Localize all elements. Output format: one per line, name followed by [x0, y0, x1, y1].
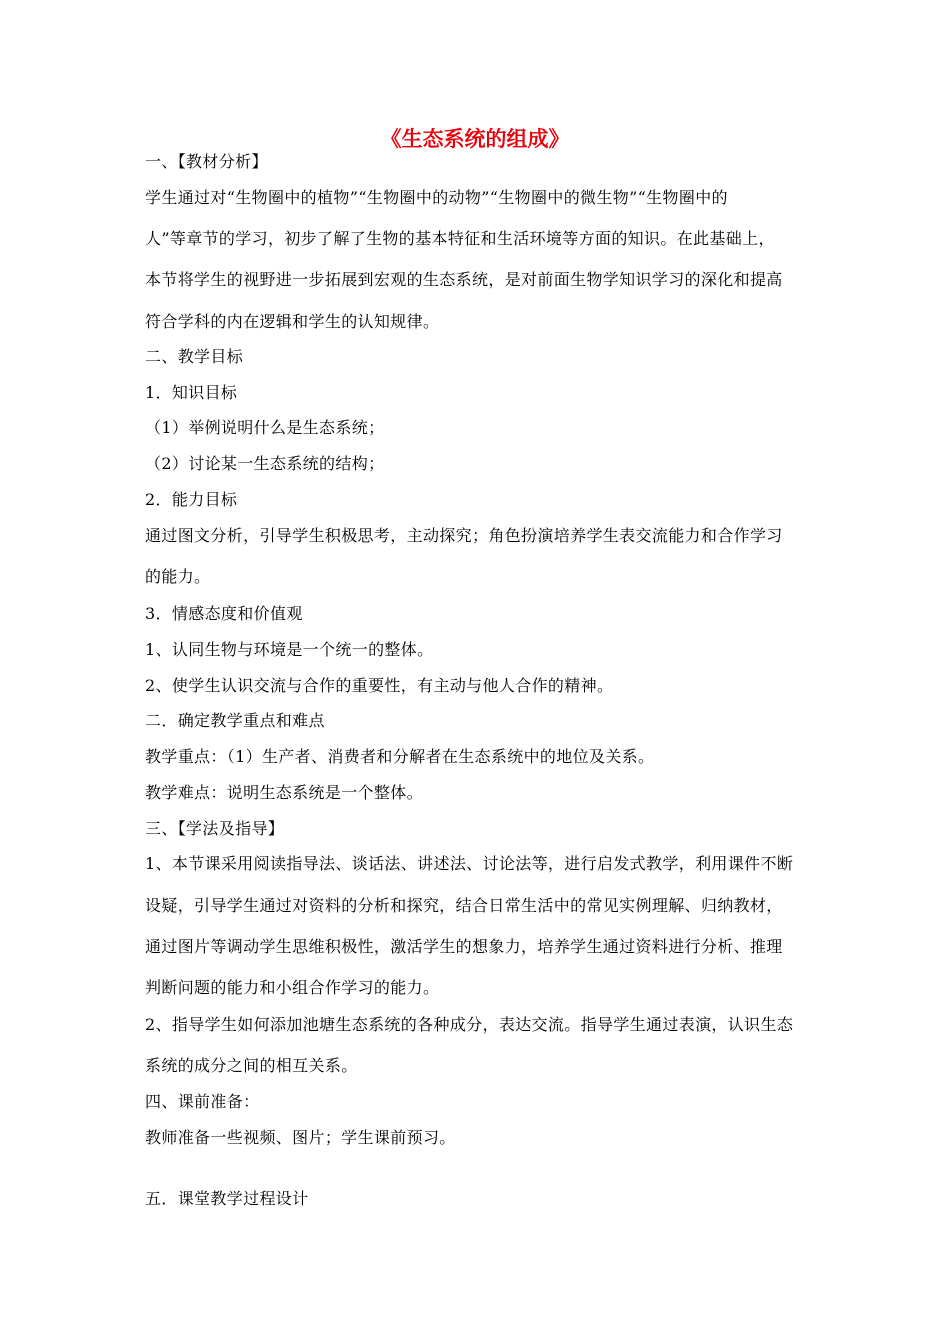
paragraph-line: 系统的成分之间的相互关系。 [145, 1056, 358, 1075]
section-heading-3: 二．确定教学重点和难点 [145, 711, 325, 730]
document-title: 《生态系统的组成》 [380, 126, 570, 151]
section-heading-2: 二、教学目标 [145, 347, 244, 366]
subheading: 2．能力目标 [145, 490, 238, 509]
paragraph-line: 学生通过对“生物圈中的植物”“生物圈中的动物”“生物圈中的微生物”“生物圈中的 [145, 188, 728, 207]
paragraph-line: 教学重点：（1）生产者、消费者和分解者在生态系统中的地位及关系。 [145, 747, 655, 766]
paragraph-line: 符合学科的内在逻辑和学生的认知规律。 [145, 312, 440, 331]
paragraph-line: 判断问题的能力和小组合作学习的能力。 [145, 978, 440, 997]
paragraph-line: 的能力。 [145, 567, 211, 586]
list-item: 2、使学生认识交流与合作的重要性，有主动与他人合作的精神。 [145, 676, 614, 695]
paragraph-line: 教师准备一些视频、图片；学生课前预习。 [145, 1128, 456, 1147]
section-heading-6: 五．课堂教学过程设计 [145, 1189, 309, 1208]
paragraph-line: 设疑，引导学生通过对资料的分析和探究，结合日常生活中的常见实例理解、归纳教材， [145, 896, 783, 915]
subheading: 3．情感态度和价值观 [145, 604, 303, 623]
list-item: （2）讨论某一生态系统的结构； [145, 454, 385, 473]
paragraph-line: 教学难点：说明生态系统是一个整体。 [145, 783, 423, 802]
paragraph-line: 2、指导学生如何添加池塘生态系统的各种成分，表达交流。指导学生通过表演，认识生态 [145, 1015, 794, 1034]
section-heading-4: 三、【学法及指导】 [145, 819, 285, 838]
list-item: （1）举例说明什么是生态系统； [145, 418, 385, 437]
paragraph-line: 本节将学生的视野进一步拓展到宏观的生态系统，是对前面生物学知识学习的深化和提高 [145, 270, 783, 289]
paragraph-line: 1、本节课采用阅读指导法、谈话法、讲述法、讨论法等，进行启发式教学，利用课件不断 [145, 854, 794, 873]
paragraph-line: 人”等章节的学习，初步了解了生物的基本特征和生活环境等方面的知识。在此基础上， [145, 229, 775, 248]
section-heading-1: 一、【教材分析】 [145, 152, 268, 171]
subheading: 1．知识目标 [145, 383, 238, 402]
list-item: 1、认同生物与环境是一个统一的整体。 [145, 640, 434, 659]
paragraph-line: 通过图片等调动学生思维积极性，激活学生的想象力，培养学生通过资料进行分析、推理 [145, 937, 783, 956]
paragraph-line: 通过图文分析，引导学生积极思考，主动探究；角色扮演培养学生表交流能力和合作学习 [145, 526, 783, 545]
section-heading-5: 四、课前准备： [145, 1092, 260, 1111]
